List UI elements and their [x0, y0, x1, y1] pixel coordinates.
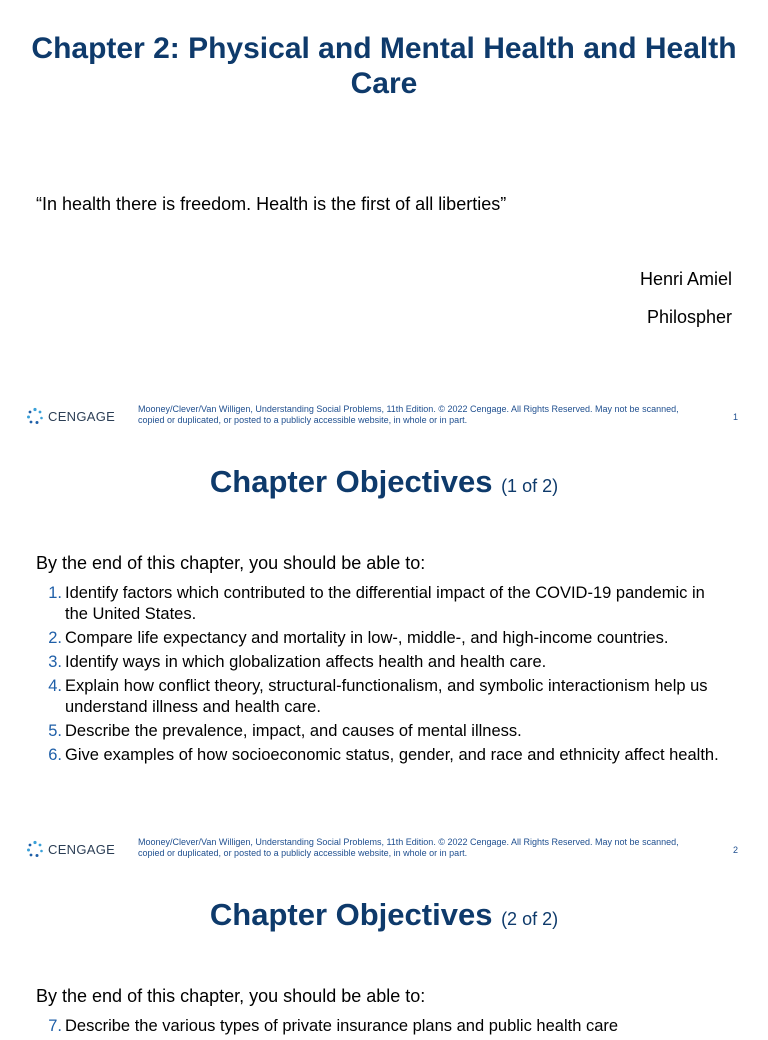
- list-item-text: Identify factors which contributed to the differential impact of the COVID-19 pandemic in the United States.: [65, 584, 705, 623]
- list-item-number: 7.: [48, 1017, 62, 1035]
- list-item: [44, 583, 732, 625]
- list-item-number: 4.: [48, 677, 62, 695]
- logo-wordmark: CENGAGE: [48, 841, 116, 857]
- list-item-number: 2.: [48, 629, 62, 647]
- list-item: [44, 745, 732, 766]
- slide-title: [20, 896, 748, 938]
- slide-1: [0, 0, 768, 433]
- slide-title: Chapter 2: Physical and Mental Health and Health Care: [31, 32, 737, 100]
- objectives-intro: By the end of this chapter, you should be able to:: [36, 986, 426, 1006]
- quote-author-role: Philospher: [646, 307, 732, 327]
- slide-2: [0, 433, 768, 866]
- page-number: 2: [732, 845, 738, 855]
- objectives-list: [44, 1016, 732, 1040]
- quote-text: “In health there is freedom. Health is the first of all liberties”: [36, 194, 507, 214]
- slide-title-part: (2 of 2): [501, 909, 559, 929]
- copyright-notice: Mooney/Clever/Van Willigen, Understanding Social Problems, 11th Edition. © 2022 Cengage. All Rights Reserved. May not be scanned, copied or duplicated, or posted to a publicly accessible website, in whole or in part.: [138, 404, 679, 425]
- list-item-text: Describe the prevalence, impact, and causes of mental illness.: [65, 722, 522, 740]
- list-item-text: Give examples of how socioeconomic status, gender, and race and ethnicity affect health.: [65, 746, 719, 764]
- cengage-dots-icon: [26, 840, 44, 858]
- list-item-text: Identify ways in which globalization affects health and health care.: [65, 653, 547, 671]
- copyright-notice: Mooney/Clever/Van Willigen, Understanding Social Problems, 11th Edition. © 2022 Cengage. All Rights Reserved. May not be scanned, copied or duplicated, or posted to a publicly accessible website, in whole or in part.: [138, 837, 679, 858]
- list-item: [44, 721, 732, 742]
- slide-title-text: Chapter Objectives: [209, 464, 493, 499]
- slide-title: [20, 463, 748, 505]
- slide-3: [0, 866, 768, 1035]
- page-number: 1: [732, 412, 738, 422]
- cengage-logo: [26, 839, 116, 859]
- list-item-number: 6.: [48, 746, 62, 764]
- list-item-number: 1.: [48, 584, 62, 602]
- slide-title-part: (1 of 2): [501, 476, 559, 496]
- list-item-text: Describe the various types of private insurance plans and public health care: [65, 1017, 619, 1035]
- logo-wordmark: CENGAGE: [48, 408, 116, 424]
- objectives-intro: By the end of this chapter, you should be able to:: [36, 553, 426, 573]
- list-item: [44, 652, 732, 673]
- list-item-text: Compare life expectancy and mortality in low-, middle-, and high-income countries.: [65, 629, 669, 647]
- slide-footer: [0, 402, 768, 432]
- cengage-dots-icon: [26, 407, 44, 425]
- list-item-number: 3.: [48, 653, 62, 671]
- quote-author: Henri Amiel: [639, 269, 732, 289]
- list-item-number: 5.: [48, 722, 62, 740]
- list-item: [44, 676, 732, 718]
- cengage-logo: [26, 406, 116, 426]
- objectives-list: [44, 583, 732, 769]
- list-item: [44, 628, 732, 649]
- list-item-text: Explain how conflict theory, structural-functionalism, and symbolic interactionism help us understand illness and health care.: [65, 677, 708, 716]
- slide-title-text: Chapter Objectives: [209, 897, 493, 932]
- list-item: [44, 1016, 732, 1037]
- slide-footer: [0, 835, 768, 865]
